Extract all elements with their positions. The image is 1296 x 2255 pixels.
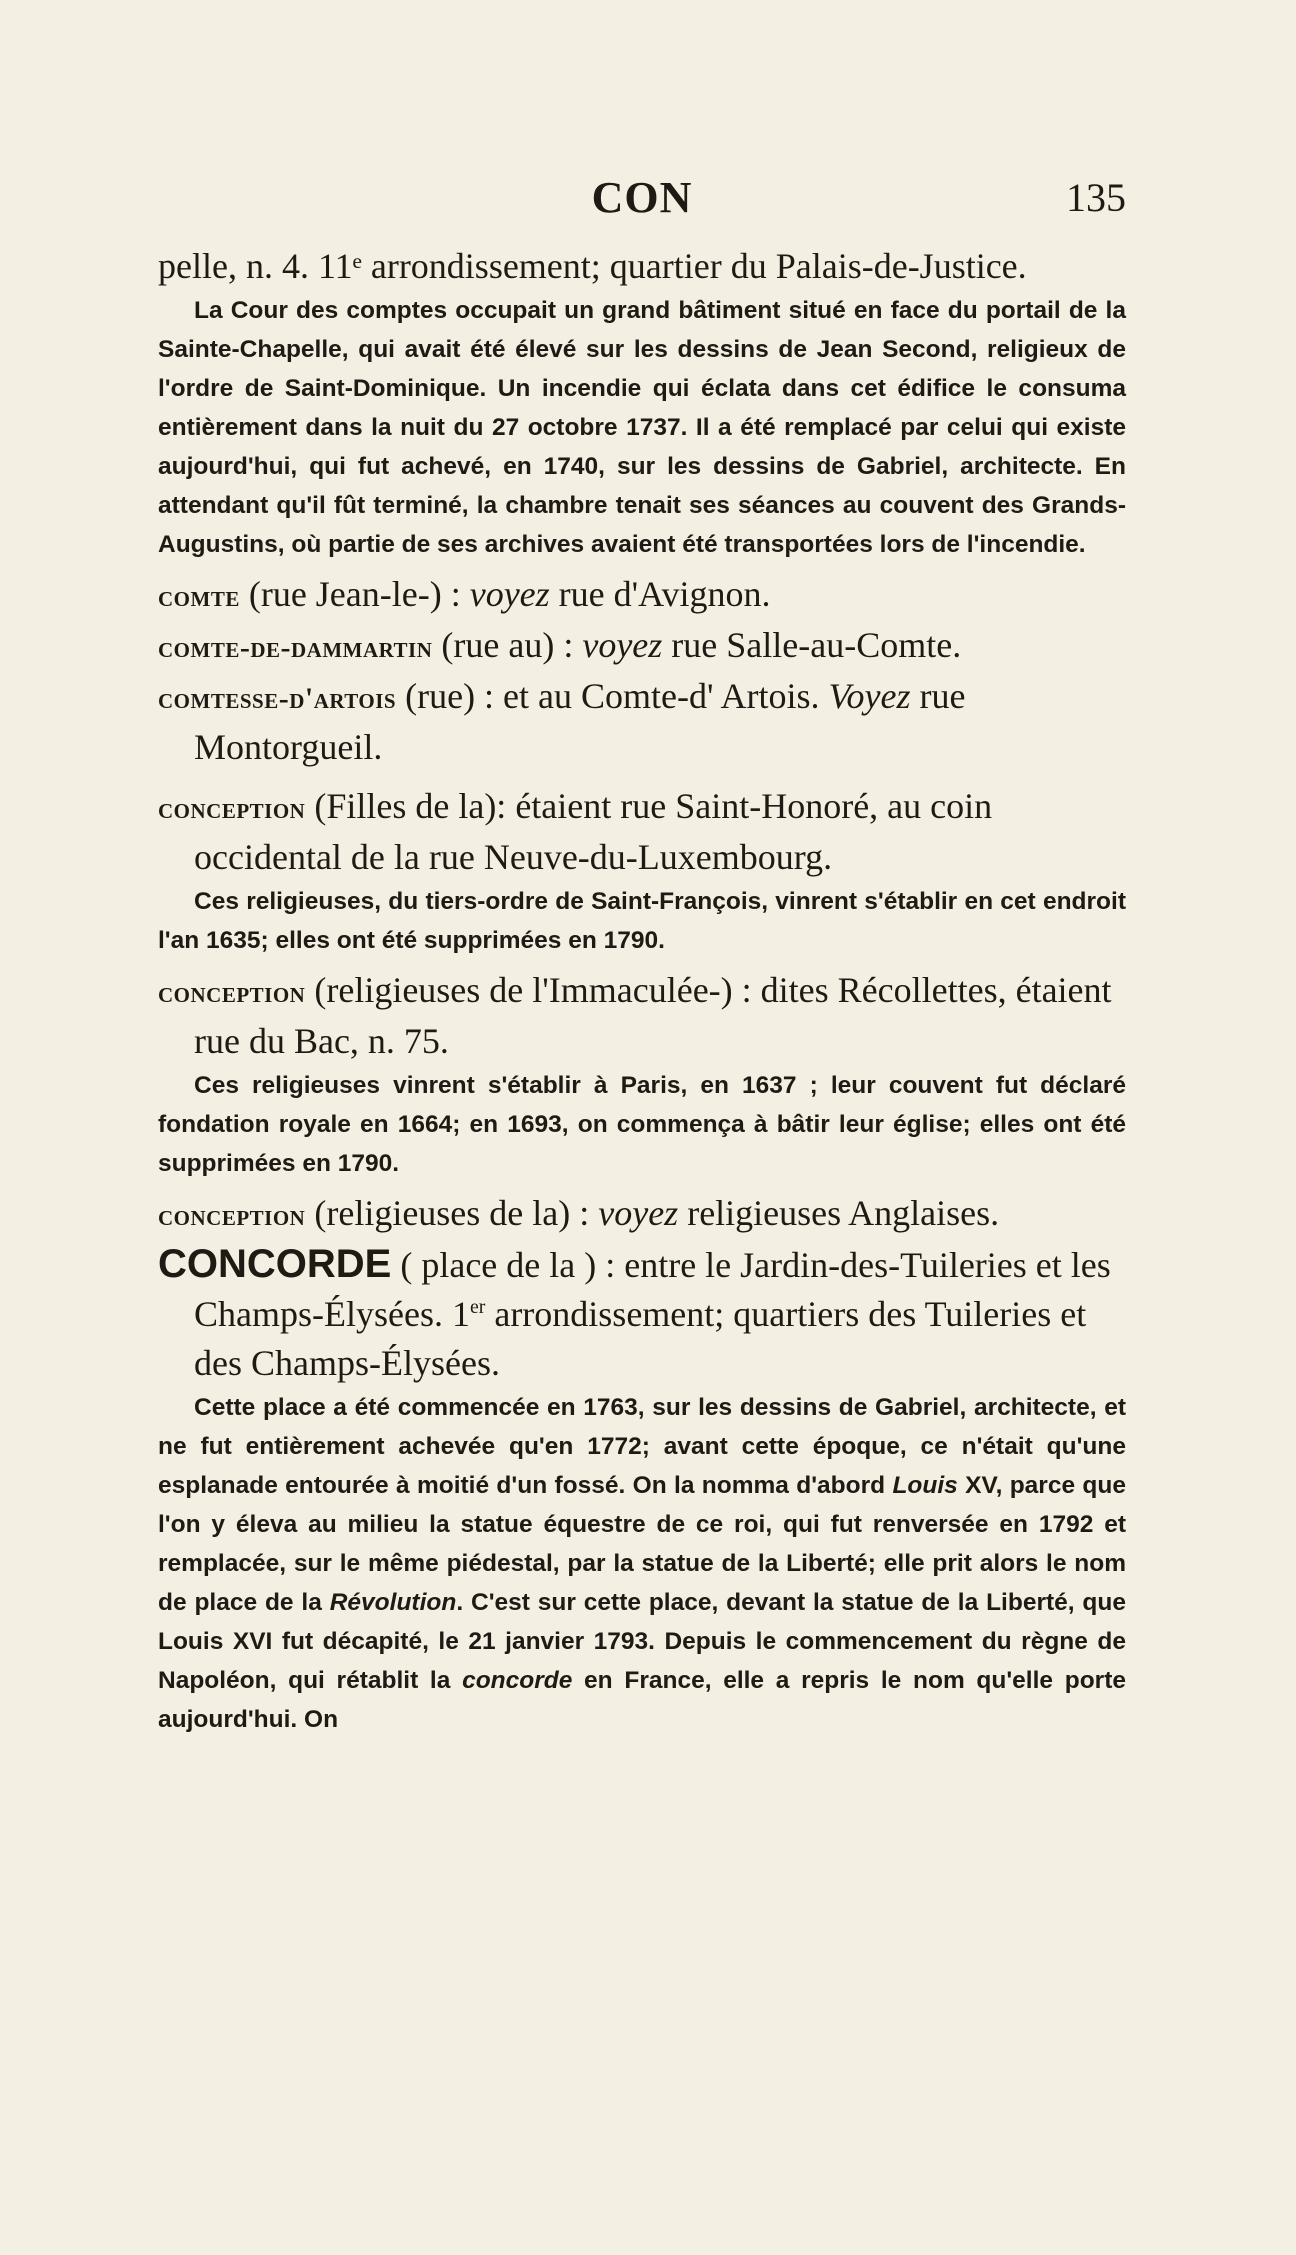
entry-text: (rue) : et au Comte-d' Artois.	[396, 676, 829, 716]
entry-head: comte-de-dammartin	[158, 631, 433, 664]
entry-head: comte	[158, 580, 240, 613]
entry-conception-religieuses	[158, 1189, 1126, 1240]
entry-text: rue d'Avignon.	[549, 574, 771, 614]
note-text: en France, elle a repris le nom qu'elle porte aujourd'hui. On	[158, 1667, 1126, 1733]
entry-see: voyez	[598, 1193, 679, 1233]
entry-see: voyez	[469, 574, 550, 614]
entry-text: rue Montorgueil.	[194, 676, 966, 767]
entry-conception-immaculee	[158, 966, 1126, 1066]
note-italic: Révolution	[329, 1589, 457, 1616]
entry-text: rue Salle-au-Comte.	[662, 625, 962, 665]
entry-text: (rue au) :	[432, 625, 583, 665]
entry-text: ( place de la ) : entre le Jardin-des-Tuileries et les Champs-Élysées. 1	[194, 1245, 1111, 1334]
entry-text: (rue Jean-le-) :	[239, 574, 470, 614]
entry-see: Voyez	[828, 676, 911, 716]
entry-note	[158, 1388, 1126, 1739]
entry-comtesse-d-artois	[158, 672, 1126, 772]
entry-note: Ces religieuses vinrent s'établir à Paris, en 1637 ; leur couvent fut déclaré fondation royale en 1664; en 1693, on commença à bâtir leur église; elles ont été supprimées en 1790.	[158, 1072, 1126, 1177]
note-text: XV, parce que l'on y éleva au milieu la statue équestre de ce roi, qui fut renversée en 1792 et remplacée, sur le même piédestal, par la statue de la Liberté; elle prit alors le nom de place de la	[158, 1472, 1126, 1616]
entry-head: CONCORDE	[158, 1242, 392, 1286]
entry-text: (Filles de la): étaient rue Saint-Honoré, au coin occidental de la rue Neuve-du-Luxembourg.	[194, 786, 993, 877]
entry-note: La Cour des comptes occupait un grand bâtiment situé en face du portail de la Sainte-Chapelle, qui avait été élevé sur les dessins de Jean Second, religieux de l'ordre de Saint-Dominique. Un incendie qui éclata dans cet édifice le consuma entièrement dans la nuit du 27 octobre 1737. Il a été remplacé par celui qui existe aujourd'hui, qui fut achevé, en 1740, sur les dessins de Gabriel, architecte. En attendant qu'il fût terminé, la chambre tenait ses séances au couvent des Grands-Augustins, où partie de ses archives avaient été transportées lors de l'incendie.	[158, 297, 1126, 558]
entry-comte	[158, 570, 1126, 621]
entry-continuation	[158, 242, 1126, 291]
entry-head: conception	[158, 976, 306, 1009]
entry-head: conception	[158, 1199, 306, 1232]
entry-text: pelle, n. 4. 11ᵉ arrondissement; quartier du Palais-de-Justice.	[158, 246, 1027, 286]
entry-head: comtesse-d'artois	[158, 682, 397, 715]
note-text: Cette place a été commencée en 1763, sur les dessins de Gabriel, architecte, et ne fut entièrement achevée qu'en 1772; avant cette époque, ce n'était qu'une esplanade entourée à moitié d'un fossé. On la nomma d'abord	[158, 1394, 1126, 1499]
entry-concorde	[158, 1240, 1126, 1388]
entry-head: conception	[158, 792, 306, 825]
entry-text: (religieuses de la) :	[305, 1193, 599, 1233]
entry-text: arrondissement; quartiers des Tuileries et des Champs-Élysées.	[194, 1294, 1087, 1383]
entry-text: (religieuses de l'Immaculée-) : dites Récollettes, étaient rue du Bac, n. 75.	[194, 970, 1112, 1061]
page-header	[158, 172, 1126, 242]
entry-text: religieuses Anglaises.	[678, 1193, 1000, 1233]
entry-comte-de-dammartin	[158, 621, 1126, 672]
entry-conception-filles	[158, 782, 1126, 882]
entry-note: Ces religieuses, du tiers-ordre de Saint-François, vinrent s'établir en cet endroit l'an 1635; elles ont été supprimées en 1790.	[158, 888, 1126, 954]
entry-see: voyez	[582, 625, 663, 665]
note-text: . C'est sur cette place, devant la statue de la Liberté, que Louis XVI fut décapité, le 21 janvier 1793. Depuis le commencement du règne de Napoléon, qui rétablit la	[158, 1589, 1126, 1694]
page-number: 135	[1066, 175, 1126, 220]
note-italic: concorde	[462, 1667, 573, 1694]
entry-superscript: er	[469, 1296, 486, 1318]
note-italic: Louis	[892, 1472, 958, 1499]
running-head: CON	[591, 173, 693, 222]
